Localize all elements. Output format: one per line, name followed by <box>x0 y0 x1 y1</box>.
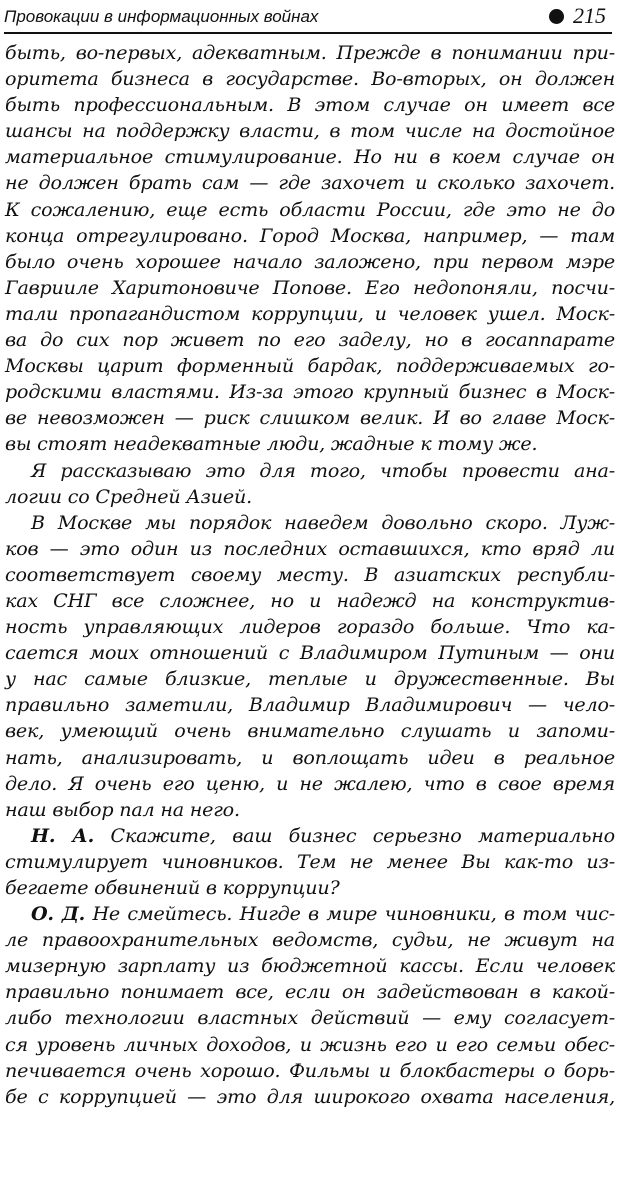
text-line: у нас самые близкие, теплые и дружественные. Вы <box>5 667 615 691</box>
running-header <box>4 2 612 34</box>
text-line: шансы на поддержку власти, в том числе на достойное <box>5 119 615 143</box>
text-line: было очень хорошее начало заложено, при первом мэре <box>5 249 615 273</box>
text-line: ков — это один из последних оставшихся, кто вряд ли <box>5 536 615 560</box>
text-line: ве невозможен — риск слишком велик. И во главе Моск- <box>5 406 615 430</box>
text-line: ле правоохранительных ведомств, судьи, не живут на <box>5 928 615 952</box>
text-line: ках СНГ все сложнее, но и надежд на конструктив- <box>5 588 615 612</box>
speaker-label: Н. А. <box>31 823 95 847</box>
text-line: печивается очень хорошо. Фильмы и блокбастеры о борь- <box>5 1058 615 1082</box>
text-line: нать, анализировать, и воплощать идеи в реальное <box>5 745 615 769</box>
running-title: Провокации в информационных войнах <box>4 7 319 26</box>
text-line: мизерную зарплату из бюджетной кассы. Если человек <box>5 954 615 978</box>
text-line: соответствует своему месту. В азиатских республи- <box>5 562 615 586</box>
text-line: В Москве мы порядок наведем довольно скоро. Луж- <box>31 510 615 534</box>
bullet-icon <box>549 9 564 24</box>
text-line: логии со Средней Азией. <box>5 484 252 508</box>
text-line: не должен брать сам — где захочет и сколько захочет. <box>5 171 615 195</box>
text-line: родскими властями. Из-за этого крупный бизнес в Моск- <box>5 380 615 404</box>
text-line: век, умеющий очень внимательно слушать и запоми- <box>5 719 615 743</box>
text-line: наш выбор пал на него. <box>5 797 240 821</box>
page-number: 215 <box>573 3 606 28</box>
text-line: К сожалению, еще есть области России, где это не до <box>5 197 615 221</box>
text-line: Гавриилe Харитоновиче Попове. Его недопоняли, посчи- <box>5 275 615 299</box>
text-line: конца отрегулировано. Город Москва, например, — там <box>5 223 615 247</box>
body-text <box>5 40 615 1110</box>
question-text: Скажите, ваш бизнес серьезно материально <box>110 823 615 847</box>
text-line: оритета бизнеса в государстве. Во-вторых, он должен <box>5 67 615 91</box>
answer-text: Не смейтесь. Нигде в мире чиновники, в том чис- <box>92 902 616 926</box>
text-line: бе с коррупцией — это для широкого охвата населения, <box>5 1084 615 1108</box>
speaker-label: О. Д. <box>31 902 86 926</box>
text-line: бегаете обвинений в коррупции? <box>5 876 340 899</box>
text-line: тали пропагандистом коррупции, и человек ушел. Моск- <box>5 301 615 325</box>
text-line: правильно понимает все, если он задействован в какой- <box>5 980 615 1004</box>
text-line: ся уровень личных доходов, и жизнь его и его семьи обес- <box>5 1032 615 1056</box>
text-line: стимулирует чиновников. Тем не менее Вы как-то из- <box>5 849 615 873</box>
text-line: ность управляющих лидеров гораздо больше. Что ка- <box>5 615 615 639</box>
text-line: быть, во-первых, адекватным. Прежде в понимании при- <box>5 41 615 64</box>
text-line: ва до сих пор живет по его заделу, но в госаппарате <box>5 328 615 352</box>
text-line: материальное стимулирование. Но ни в коем случае он <box>5 145 615 169</box>
text-line: вы стоят неадекватные люди, жадные к тому же. <box>5 432 538 456</box>
text-line: правильно заметили, Владимир Владимирович — чело- <box>5 693 615 717</box>
page-number-block <box>549 3 606 29</box>
text-line: сается моих отношений с Владимиром Путиным — они <box>5 641 615 665</box>
text-line: дело. Я очень его ценю, и не жалею, что в свое время <box>5 771 615 795</box>
text-line: быть профессиональным. В этом случае он имеет все <box>5 93 615 117</box>
question-line <box>5 823 615 849</box>
text-line: Я рассказываю это для того, чтобы провести ана- <box>31 458 615 482</box>
answer-line <box>5 901 615 927</box>
text-line: Москвы царит форменный бардак, поддерживаемых го- <box>5 354 615 378</box>
text-line: либо технологии властных действий — ему согласует- <box>5 1006 615 1030</box>
